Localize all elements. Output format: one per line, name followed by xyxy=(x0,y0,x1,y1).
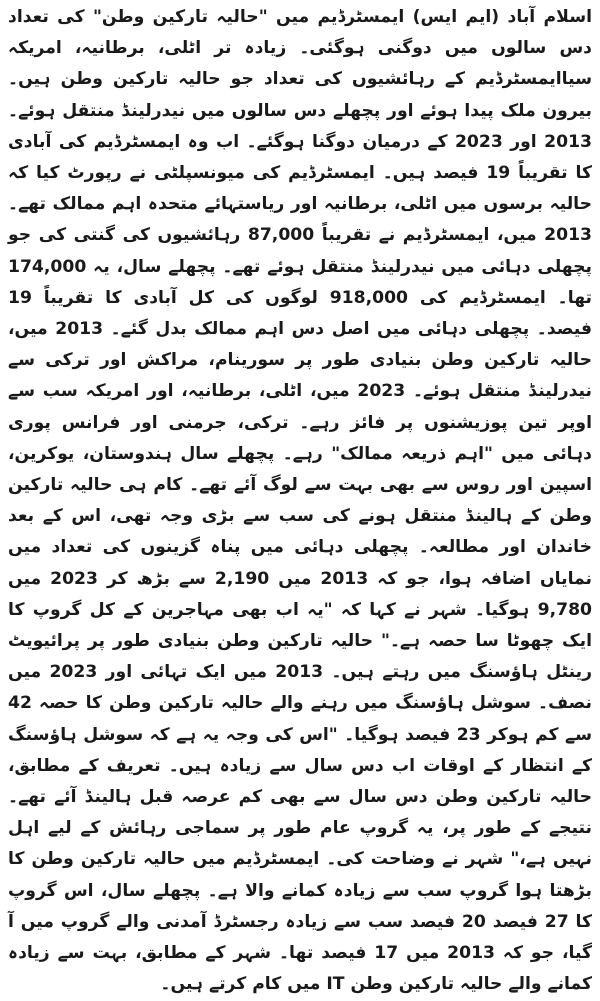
article-body-text: اسلام آباد (ایم ایس) ایمسٹرڈیم میں "حالیہ تارکین وطن" کی تعداد دس سالوں میں دوگنی ہوگئی۔ زیادہ تر اٹلی، برطانیہ، امریکہ سیاایمسٹرڈیم کے رہائشیوں کی تعداد جو حالیہ تارکین وطن ہیں۔ بیرون ملک پیدا ہوئے اور پچھلے دس سالوں میں نیدرلینڈ منتقل ہوئے۔ 2013 اور 2023 کے درمیان دوگنا ہوگئے۔ اب وہ ایمسٹرڈیم کی آبادی کا تقریباً 19 فیصد ہیں۔ ایمسٹرڈیم کی میونسپلٹی نے رپورٹ کیا کہ حالیہ برسوں میں اٹلی، برطانیہ اور ریاستہائے متحدہ اہم ممالک تھے۔ 2013 میں، ایمسٹرڈیم نے تقریباً 87,000 رہائشیوں کی گنتی کی جو پچھلی دہائی میں نیدرلینڈ منتقل ہوئے تھے۔ پچھلے سال، یہ 174,000 تھا۔ ایمسٹرڈیم کی 918,000 لوگوں کی کل آبادی کا تقریباً 19 فیصد۔ پچھلی دہائی میں اصل دس اہم ممالک بدل گئے۔ 2013 میں، حالیہ تارکین وطن بنیادی طور پر سورینام، مراکش اور ترکی سے نیدرلینڈ منتقل ہوئے۔ 2023 میں، اٹلی، برطانیہ، اور امریکہ سب سے اوپر تین پوزیشنوں پر فائز رہے۔ ترکی، جرمنی اور فرانس پوری دہائی میں "اہم ذریعہ ممالک" رہے۔ پچھلے سال ہندوستان، یوکرین، اسپین اور روس سے بھی بہت سے لوگ آئے تھے۔ کام ہی حالیہ تارکین وطن کے ہالینڈ منتقل ہونے کی سب سے بڑی وجہ تھی، اس کے بعد خاندان اور مطالعہ۔ پچھلی دہائی میں پناہ گزینوں کی تعداد میں نمایاں اضافہ ہوا، جو کہ 2013 میں 2,190 سے بڑھ کر 2023 میں 9,780 ہوگیا۔ شہر نے کہا کہ "یہ اب بھی مہاجرین کے کل گروپ کا ایک چھوٹا سا حصہ ہے۔" حالیہ تارکین وطن بنیادی طور پر پرائیویٹ رینٹل ہاؤسنگ میں رہتے ہیں۔ 2013 میں ایک تہائی اور 2023 میں نصف۔ سوشل ہاؤسنگ میں رہنے والے حالیہ تارکین وطن کا حصہ 42 سے کم ہوکر 23 فیصد ہوگیا۔ "اس کی وجہ یہ ہے کہ سوشل ہاؤسنگ کے انتظار کے اوقات اب دس سال سے زیادہ ہیں۔ تعریف کے مطابق، حالیہ تارکین وطن دس سال سے بھی کم عرصہ قبل ہالینڈ آئے تھے۔ نتیجے کے طور پر، یہ گروپ عام طور پر سماجی رہائش کے لیے اہل نہیں ہے،" شہر نے وضاحت کی۔ ایمسٹرڈیم میں حالیہ تارکین وطن کا بڑھتا ہوا گروپ سب سے زیادہ کمانے والا ہے۔ پچھلے سال، اس گروپ کا 27 فیصد 20 فیصد سب سے زیادہ رجسٹرڈ آمدنی والے گروپ میں آ گیا، جو کہ 2013 میں 17 فیصد تھا۔ شہر کے مطابق، بہت سے زیادہ کمانے والے حالیہ تارکین وطن IT میں کام کرتے ہیں۔ xyxy=(8,7,593,995)
